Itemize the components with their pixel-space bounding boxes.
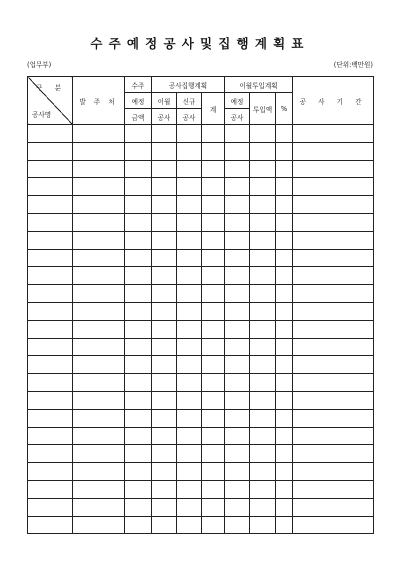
table-cell	[276, 320, 293, 338]
table-cell	[28, 463, 73, 481]
table-cell	[177, 285, 202, 303]
table-cell	[202, 338, 225, 356]
table-cell	[73, 142, 125, 160]
table-cell	[177, 427, 202, 445]
division-header: 구 분	[36, 84, 66, 92]
table-cell	[73, 391, 125, 409]
table-cell	[125, 125, 152, 143]
table-cell	[293, 178, 374, 196]
table-cell	[152, 249, 177, 267]
table-cell	[125, 409, 152, 427]
table-cell	[293, 231, 374, 249]
table-cell	[276, 445, 293, 463]
table-cell	[225, 427, 250, 445]
table-cell	[293, 285, 374, 303]
table-cell	[152, 267, 177, 285]
table-cell	[276, 516, 293, 534]
table-row	[28, 125, 374, 143]
document-title: 수주예정공사및집행계획표	[90, 36, 310, 51]
table-cell	[202, 463, 225, 481]
table-cell	[152, 125, 177, 143]
table-cell	[225, 480, 250, 498]
table-row	[28, 409, 374, 427]
table-cell	[177, 445, 202, 463]
table-row	[28, 160, 374, 178]
table-cell	[293, 409, 374, 427]
table-cell	[202, 427, 225, 445]
table-row	[28, 498, 374, 516]
table-cell	[276, 125, 293, 143]
table-cell	[276, 178, 293, 196]
table-cell	[28, 480, 73, 498]
table-cell	[177, 498, 202, 516]
table-cell	[177, 196, 202, 214]
exec-monthly-header-1: 이월	[152, 93, 177, 109]
table-cell	[125, 285, 152, 303]
table-cell	[202, 213, 225, 231]
table-cell	[73, 356, 125, 374]
table-cell	[152, 213, 177, 231]
table-row	[28, 178, 374, 196]
table-cell	[73, 196, 125, 214]
table-cell	[125, 498, 152, 516]
table-cell	[225, 249, 250, 267]
carry-planned-header-2: 공사	[225, 109, 250, 125]
table-cell	[225, 142, 250, 160]
table-cell	[152, 231, 177, 249]
table-cell	[73, 498, 125, 516]
department-label: (업무부)	[27, 61, 52, 69]
table-cell	[276, 213, 293, 231]
table-cell	[177, 142, 202, 160]
division-header-cell	[28, 77, 73, 125]
table-cell	[125, 267, 152, 285]
table-cell	[152, 320, 177, 338]
table-cell	[177, 356, 202, 374]
table-cell	[177, 125, 202, 143]
table-cell	[225, 356, 250, 374]
table-cell	[177, 374, 202, 392]
table-cell	[202, 445, 225, 463]
table-cell	[28, 267, 73, 285]
table-cell	[73, 178, 125, 196]
table-cell	[152, 427, 177, 445]
project-name-header: 공사명	[32, 111, 52, 119]
table-cell	[125, 374, 152, 392]
table-cell	[276, 356, 293, 374]
table-cell	[276, 142, 293, 160]
table-cell	[28, 213, 73, 231]
carry-percent-header: %	[276, 93, 293, 125]
table-cell	[28, 160, 73, 178]
table-cell	[28, 391, 73, 409]
table-cell	[225, 445, 250, 463]
table-cell	[250, 356, 276, 374]
table-cell	[73, 516, 125, 534]
table-cell	[250, 267, 276, 285]
table-cell	[225, 516, 250, 534]
order-amount-header-2: 예정	[125, 93, 152, 109]
table-cell	[250, 516, 276, 534]
table-cell	[276, 463, 293, 481]
table-cell	[152, 160, 177, 178]
table-cell	[73, 427, 125, 445]
table-cell	[73, 463, 125, 481]
client-header: 발 주 처	[73, 77, 125, 125]
plan-table-body	[28, 125, 374, 534]
table-cell	[125, 356, 152, 374]
table-cell	[177, 480, 202, 498]
table-row	[28, 374, 374, 392]
table-cell	[225, 302, 250, 320]
table-cell	[202, 374, 225, 392]
table-cell	[225, 463, 250, 481]
table-cell	[276, 249, 293, 267]
table-cell	[177, 516, 202, 534]
table-cell	[73, 267, 125, 285]
carry-planned-header-1: 예정	[225, 93, 250, 109]
table-cell	[250, 196, 276, 214]
table-cell	[250, 320, 276, 338]
table-cell	[293, 249, 374, 267]
table-cell	[202, 516, 225, 534]
table-row	[28, 480, 374, 498]
table-cell	[177, 302, 202, 320]
table-cell	[28, 516, 73, 534]
table-row	[28, 249, 374, 267]
table-cell	[250, 445, 276, 463]
table-cell	[293, 427, 374, 445]
table-cell	[276, 374, 293, 392]
table-cell	[177, 391, 202, 409]
table-cell	[202, 320, 225, 338]
table-cell	[125, 160, 152, 178]
table-cell	[125, 213, 152, 231]
table-cell	[152, 445, 177, 463]
table-cell	[152, 178, 177, 196]
table-cell	[177, 231, 202, 249]
table-cell	[177, 463, 202, 481]
table-cell	[177, 320, 202, 338]
table-row	[28, 516, 374, 534]
table-cell	[293, 267, 374, 285]
header-row-1	[28, 77, 374, 93]
table-row	[28, 391, 374, 409]
table-cell	[293, 374, 374, 392]
table-cell	[293, 320, 374, 338]
table-cell	[28, 125, 73, 143]
table-cell	[225, 196, 250, 214]
table-cell	[152, 480, 177, 498]
table-row	[28, 427, 374, 445]
table-cell	[225, 409, 250, 427]
table-cell	[152, 302, 177, 320]
table-cell	[202, 231, 225, 249]
table-cell	[225, 391, 250, 409]
table-cell	[152, 338, 177, 356]
plan-table	[27, 76, 374, 534]
table-cell	[177, 267, 202, 285]
table-cell	[225, 231, 250, 249]
table-row	[28, 142, 374, 160]
table-cell	[125, 480, 152, 498]
table-cell	[73, 249, 125, 267]
table-cell	[152, 142, 177, 160]
table-cell	[202, 409, 225, 427]
order-amount-header-1: 수주	[125, 77, 152, 93]
table-cell	[293, 356, 374, 374]
table-cell	[293, 516, 374, 534]
table-cell	[250, 374, 276, 392]
table-cell	[177, 213, 202, 231]
table-row	[28, 302, 374, 320]
table-cell	[202, 142, 225, 160]
table-cell	[250, 463, 276, 481]
table-cell	[28, 427, 73, 445]
table-cell	[225, 498, 250, 516]
table-cell	[28, 302, 73, 320]
table-cell	[28, 285, 73, 303]
table-cell	[202, 356, 225, 374]
table-cell	[28, 374, 73, 392]
table-cell	[125, 463, 152, 481]
table-cell	[28, 231, 73, 249]
table-cell	[250, 125, 276, 143]
table-cell	[250, 498, 276, 516]
table-cell	[225, 178, 250, 196]
table-cell	[225, 160, 250, 178]
table-cell	[276, 409, 293, 427]
table-cell	[202, 178, 225, 196]
table-cell	[28, 196, 73, 214]
table-cell	[152, 409, 177, 427]
table-cell	[28, 320, 73, 338]
table-cell	[28, 178, 73, 196]
table-cell	[28, 498, 73, 516]
table-cell	[250, 231, 276, 249]
table-cell	[125, 142, 152, 160]
table-cell	[73, 374, 125, 392]
table-cell	[125, 302, 152, 320]
table-cell	[152, 516, 177, 534]
table-cell	[73, 231, 125, 249]
table-cell	[152, 391, 177, 409]
carry-input-header: 투입액	[250, 93, 276, 125]
table-cell	[202, 391, 225, 409]
table-cell	[73, 302, 125, 320]
table-cell	[28, 338, 73, 356]
table-cell	[250, 285, 276, 303]
unit-label: (단위:백만원)	[333, 61, 373, 69]
table-cell	[28, 142, 73, 160]
table-cell	[225, 125, 250, 143]
table-cell	[250, 249, 276, 267]
table-cell	[250, 302, 276, 320]
table-cell	[73, 213, 125, 231]
table-cell	[152, 498, 177, 516]
table-cell	[250, 480, 276, 498]
execution-plan-header: 공사집행계획	[152, 77, 225, 93]
table-cell	[202, 196, 225, 214]
table-cell	[202, 498, 225, 516]
period-header: 공 사 기 간	[293, 77, 374, 125]
table-cell	[73, 160, 125, 178]
table-cell	[152, 356, 177, 374]
table-cell	[125, 231, 152, 249]
table-cell	[276, 480, 293, 498]
table-cell	[177, 160, 202, 178]
table-cell	[202, 267, 225, 285]
table-cell	[125, 427, 152, 445]
table-cell	[125, 338, 152, 356]
table-cell	[152, 463, 177, 481]
table-cell	[276, 338, 293, 356]
table-cell	[177, 409, 202, 427]
table-cell	[225, 374, 250, 392]
table-cell	[125, 320, 152, 338]
table-cell	[293, 498, 374, 516]
table-cell	[276, 427, 293, 445]
table-cell	[28, 356, 73, 374]
table-cell	[276, 302, 293, 320]
table-cell	[73, 445, 125, 463]
table-cell	[202, 480, 225, 498]
table-cell	[250, 142, 276, 160]
table-cell	[276, 160, 293, 178]
table-cell	[250, 427, 276, 445]
table-cell	[225, 338, 250, 356]
exec-total-header: 계	[202, 93, 225, 125]
table-cell	[125, 196, 152, 214]
carryover-plan-header: 이월투입계획	[225, 77, 293, 93]
table-cell	[293, 338, 374, 356]
table-cell	[293, 302, 374, 320]
table-cell	[276, 231, 293, 249]
table-cell	[293, 196, 374, 214]
table-row	[28, 231, 374, 249]
table-cell	[225, 285, 250, 303]
table-cell	[125, 516, 152, 534]
table-cell	[177, 249, 202, 267]
table-cell	[276, 196, 293, 214]
table-cell	[73, 320, 125, 338]
table-row	[28, 267, 374, 285]
table-row	[28, 445, 374, 463]
table-cell	[293, 480, 374, 498]
table-row	[28, 356, 374, 374]
table-cell	[276, 498, 293, 516]
table-cell	[28, 249, 73, 267]
table-cell	[152, 285, 177, 303]
table-cell	[225, 320, 250, 338]
table-cell	[293, 391, 374, 409]
table-cell	[73, 125, 125, 143]
exec-monthly-header-2: 공사	[152, 109, 177, 125]
table-cell	[225, 267, 250, 285]
table-row	[28, 463, 374, 481]
table-cell	[250, 391, 276, 409]
table-cell	[202, 302, 225, 320]
table-cell	[293, 213, 374, 231]
table-cell	[202, 249, 225, 267]
table-cell	[125, 178, 152, 196]
table-cell	[250, 178, 276, 196]
exec-new-header-2: 공사	[177, 109, 202, 125]
table-row	[28, 196, 374, 214]
exec-new-header-1: 신규	[177, 93, 202, 109]
table-cell	[293, 142, 374, 160]
table-cell	[276, 267, 293, 285]
table-cell	[293, 445, 374, 463]
table-cell	[202, 285, 225, 303]
table-cell	[125, 391, 152, 409]
table-cell	[250, 338, 276, 356]
table-row	[28, 285, 374, 303]
table-cell	[177, 178, 202, 196]
table-cell	[73, 480, 125, 498]
table-cell	[73, 409, 125, 427]
table-row	[28, 213, 374, 231]
table-cell	[293, 125, 374, 143]
table-row	[28, 338, 374, 356]
table-row	[28, 320, 374, 338]
table-cell	[202, 125, 225, 143]
table-cell	[125, 249, 152, 267]
table-cell	[177, 338, 202, 356]
table-cell	[125, 445, 152, 463]
table-cell	[293, 463, 374, 481]
table-cell	[152, 196, 177, 214]
order-amount-header-3: 금액	[125, 109, 152, 125]
table-cell	[276, 285, 293, 303]
table-cell	[152, 374, 177, 392]
table-cell	[250, 160, 276, 178]
table-cell	[73, 285, 125, 303]
table-cell	[28, 445, 73, 463]
table-cell	[73, 338, 125, 356]
table-cell	[250, 213, 276, 231]
table-cell	[202, 160, 225, 178]
table-cell	[225, 213, 250, 231]
table-cell	[293, 160, 374, 178]
table-cell	[250, 409, 276, 427]
table-cell	[276, 391, 293, 409]
table-cell	[28, 409, 73, 427]
